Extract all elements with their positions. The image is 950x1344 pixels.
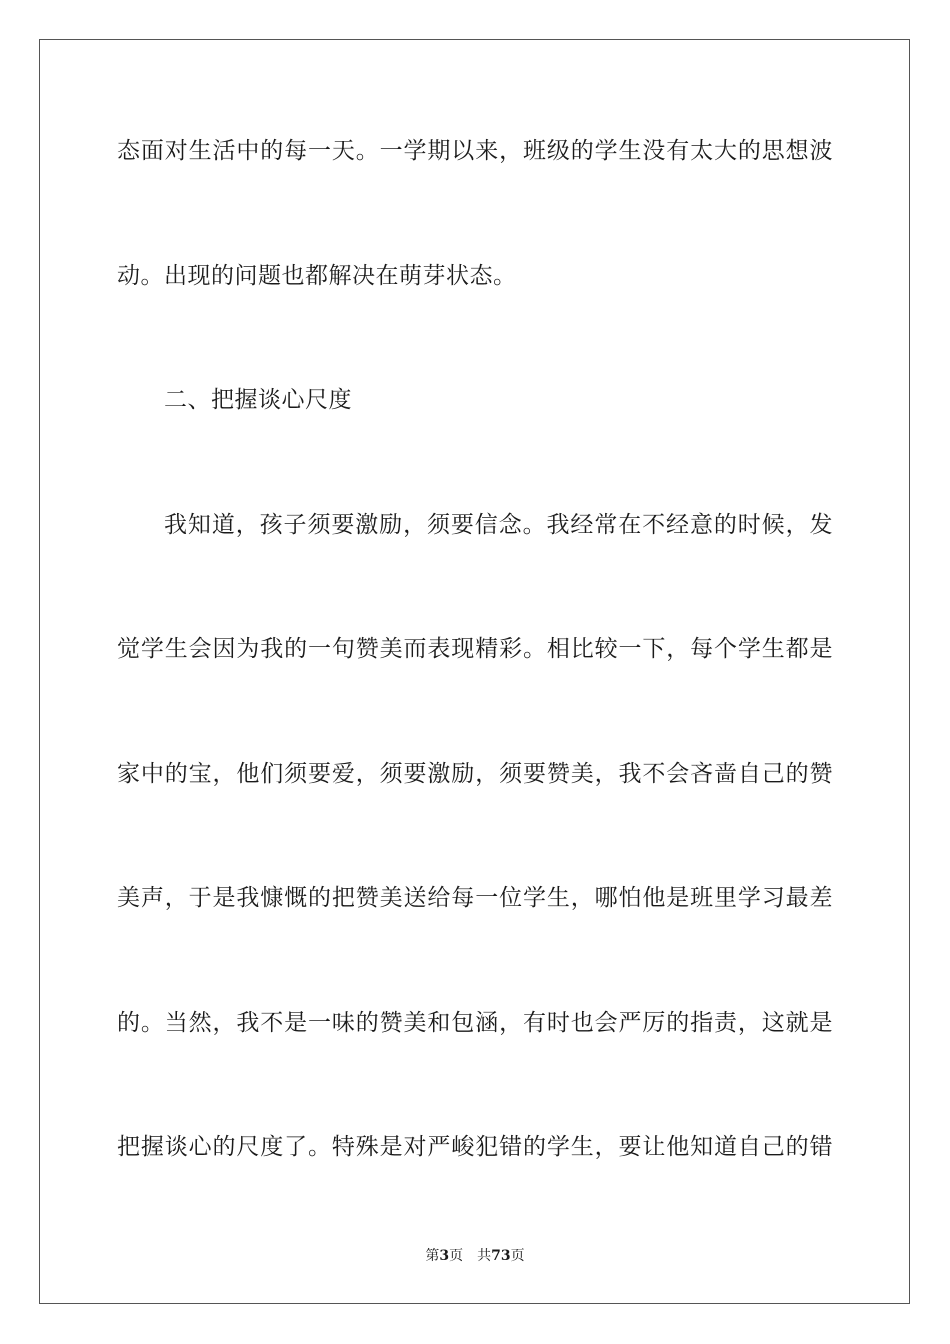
total-prefix: 共 bbox=[477, 1248, 492, 1264]
paragraph-line: 把握谈心的尺度了。特殊是对严峻犯错的学生，要让他知道自己的错 bbox=[117, 1134, 833, 1160]
page-border bbox=[39, 39, 910, 1304]
section-heading: 二、把握谈心尺度 bbox=[164, 387, 352, 413]
total-suffix: 页 bbox=[510, 1248, 525, 1264]
page-footer bbox=[0, 1246, 950, 1266]
paragraph-line: 觉学生会因为我的一句赞美而表现精彩。相比较一下，每个学生都是 bbox=[117, 636, 833, 662]
page-suffix: 页 bbox=[449, 1248, 464, 1264]
paragraph-line: 我知道，孩子须要激励，须要信念。我经常在不经意的时候，发 bbox=[164, 512, 833, 538]
page-number: 3 bbox=[439, 1248, 450, 1264]
paragraph-line: 态面对生活中的每一天。一学期以来，班级的学生没有太大的思想波 bbox=[117, 138, 833, 164]
total-pages: 73 bbox=[491, 1248, 511, 1264]
paragraph-line: 家中的宝，他们须要爱，须要激励，须要赞美，我不会吝啬自己的赞 bbox=[117, 761, 833, 787]
paragraph-line: 的。当然，我不是一味的赞美和包涵，有时也会严厉的指责，这就是 bbox=[117, 1010, 833, 1036]
page-prefix: 第 bbox=[425, 1248, 440, 1264]
paragraph-line: 美声，于是我慷慨的把赞美送给每一位学生，哪怕他是班里学习最差 bbox=[117, 885, 833, 911]
paragraph-line: 动。出现的问题也都解决在萌芽状态。 bbox=[117, 263, 517, 289]
